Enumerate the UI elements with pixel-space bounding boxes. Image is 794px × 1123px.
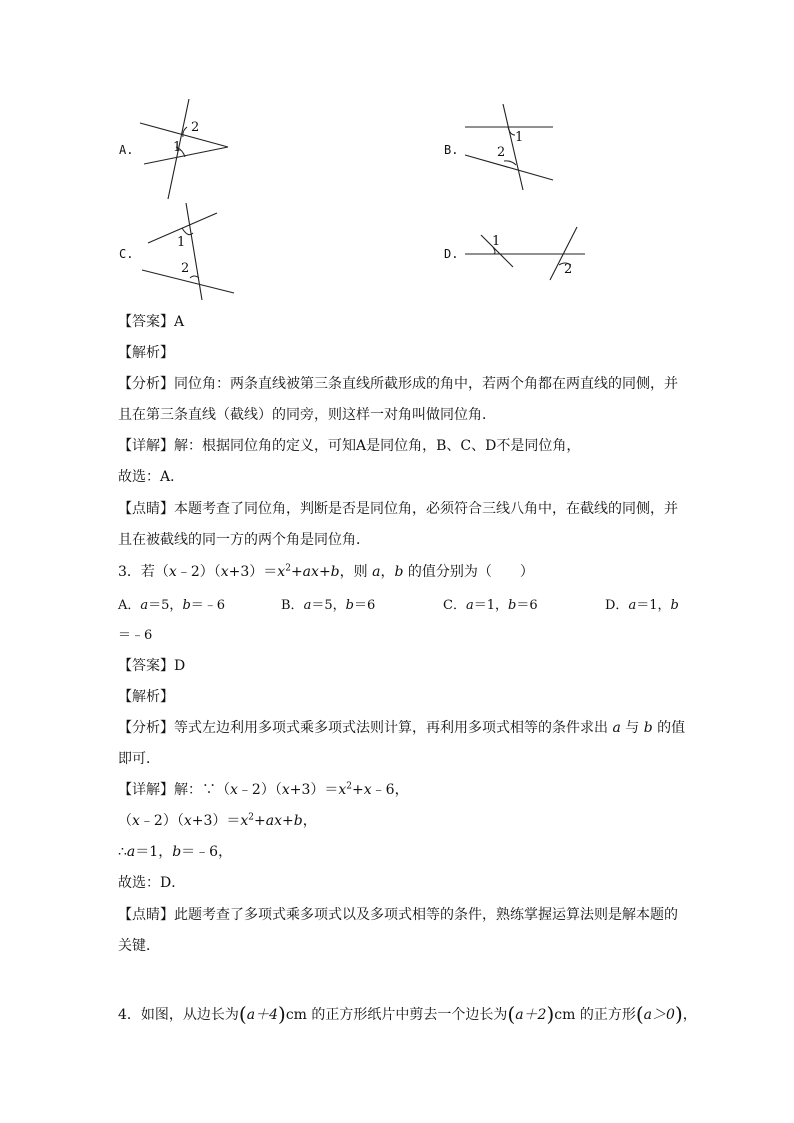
figure-a-diagram: [130, 95, 240, 205]
figure-d-diagram: [455, 215, 595, 290]
q3-analysis-heading: 【解析】: [118, 689, 174, 705]
q3-option-a[interactable]: A．a＝5，b＝﹣6: [118, 598, 226, 613]
q3-option-c[interactable]: C．a＝1，b＝6: [443, 598, 538, 613]
q3-xiangjie-line-1: 【详解】解：$\because(x﹣2)(x+3)=x^2+x﹣6$，: [118, 781, 409, 798]
figure-d-letter: D.: [444, 247, 459, 261]
figure-d: [455, 215, 595, 290]
figure-d-label-1: 1: [492, 234, 501, 249]
figure-c-label-2: 2: [181, 261, 190, 276]
q3-dianjing-line-2: 关键．: [118, 938, 160, 954]
figure-c-letter: C.: [119, 247, 134, 261]
q3-option-d-wrap: ＝﹣6: [118, 628, 153, 643]
figure-c-angle-1-arc: [182, 228, 193, 235]
q3-dianjing-line-1: 【点睛】此题考查了多项式乘多项式以及多项式相等的条件，熟练掌握运算法则是解本题的: [118, 907, 678, 923]
q4-stem: 4．如图，从边长为(a＋4)cm 的正方形纸片中剪去一个边长为(a＋2)cm 的正方形(a＞0)，: [118, 1002, 697, 1026]
q3-xiangjie-line-2: $(x﹣2)(x+3)=x^2+ax+b$，: [118, 812, 317, 829]
q3-answer: 【答案】D: [118, 658, 186, 674]
q3-xiangjie-line-3: ∴a＝1，b＝﹣6，: [118, 844, 233, 860]
q2-dianjing-line-1: 【点睛】本题考查了同位角，判断是否是同位角，必须符合三线八角中，在截线的同侧，并: [118, 501, 678, 517]
figure-a: [130, 95, 240, 205]
q3-option-b[interactable]: B．a＝5，b＝6: [281, 598, 376, 613]
figure-b-label-2: 2: [497, 145, 506, 160]
q2-guxuan: 故选：A．: [118, 469, 185, 485]
figure-b-transversal: [503, 104, 523, 190]
figure-c-transversal: [186, 203, 202, 300]
q3-fenxi-line-1: 【分析】等式左边利用多项式乘多项式法则计算，再利用多项式相等的条件求出 a 与 b 的值: [118, 720, 686, 736]
q2-fenxi-line-1: 【分析】同位角：两条直线被第三条直线所截形成的角中，若两个角都在两直线的同侧，并: [118, 376, 678, 392]
figure-b-label-1: 1: [515, 130, 524, 145]
figure-a-letter: A.: [119, 143, 134, 157]
figure-c-diagram: [130, 200, 240, 305]
figure-b-angle-2-arc: [504, 161, 516, 165]
q3-option-d[interactable]: D．a＝1，b: [605, 598, 679, 613]
q2-fenxi-line-2: 且在第三条直线（截线）的同旁，则这样一对角叫做同位角．: [118, 407, 496, 423]
figure-b-letter: B.: [444, 143, 459, 157]
figure-b-line-lower: [465, 155, 553, 180]
figure-c-label-1: 1: [177, 235, 186, 250]
figure-a-line-upper: [140, 123, 228, 147]
q3-stem: 3．若$(x﹣2)(x+3)=x^2+ax+b$，则 a，b 的值分别为（ ）: [118, 563, 534, 580]
figure-d-label-2: 2: [564, 262, 573, 277]
figure-c: [130, 200, 240, 305]
figure-b: [455, 100, 565, 200]
figure-a-label-1: 1: [173, 140, 182, 155]
figure-a-line-lower: [144, 147, 228, 164]
q2-answer: 【答案】A: [118, 314, 185, 330]
figure-a-label-2: 2: [191, 120, 200, 135]
q3-guxuan: 故选：D．: [118, 875, 186, 891]
q3-fenxi-line-2: 即可．: [118, 751, 160, 767]
q2-xiangjie: 【详解】解：根据同位角的定义，可知A是同位角，B、C、D不是同位角，: [118, 438, 581, 454]
figure-b-diagram: [455, 100, 565, 200]
q2-analysis-heading: 【解析】: [118, 345, 174, 361]
q2-dianjing-line-2: 且在被截线的同一方的两个角是同位角．: [118, 532, 370, 548]
